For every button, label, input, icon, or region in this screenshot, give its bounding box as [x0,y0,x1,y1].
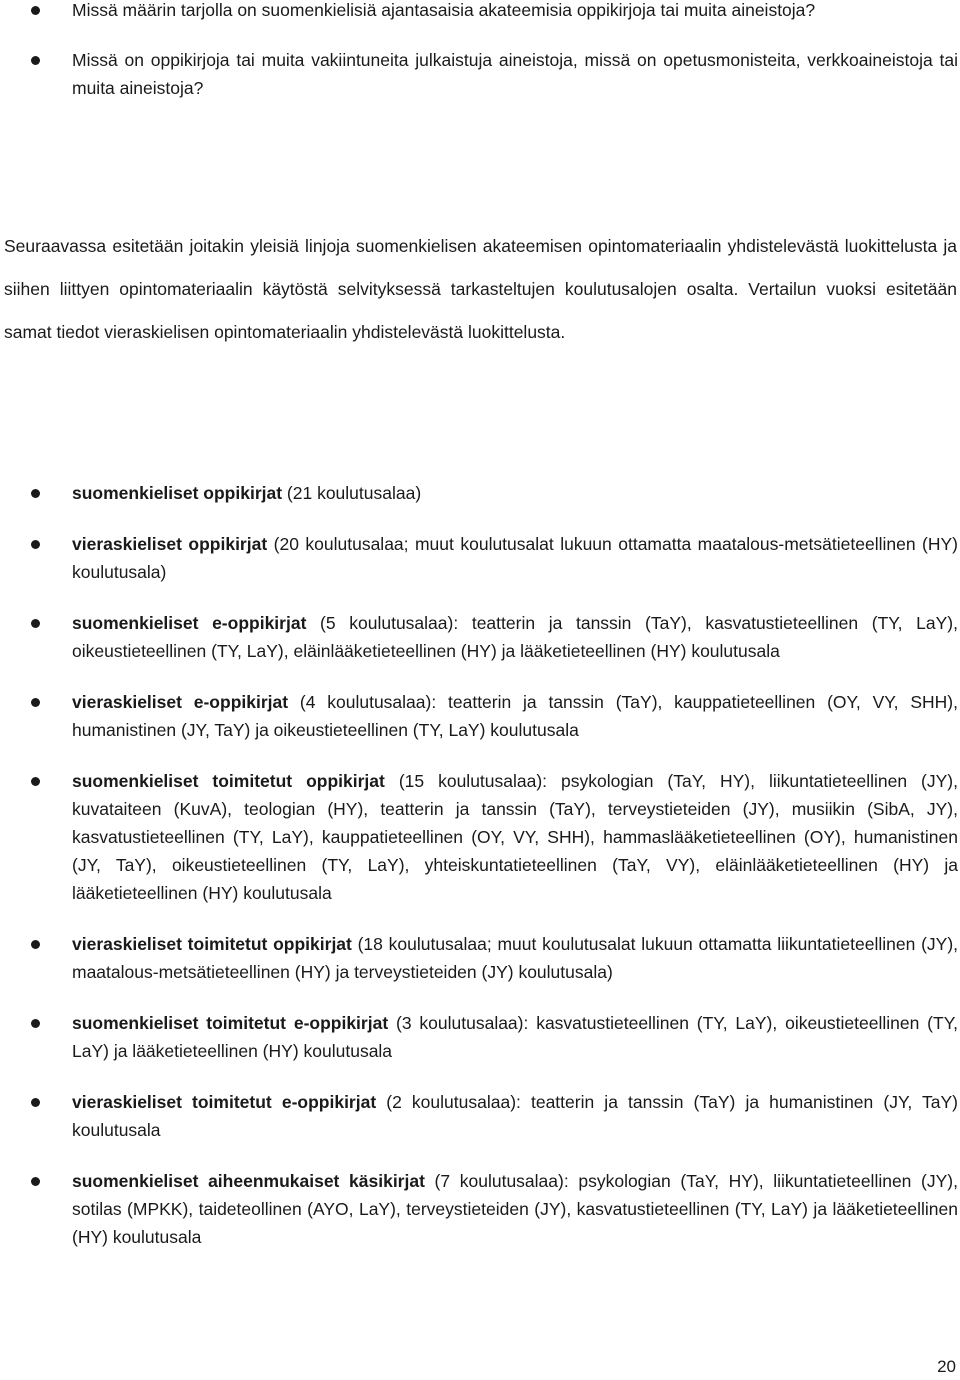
question-text: Missä määrin tarjolla on suomenkielisiä ajantasaisia akateemisia oppikirjoja tai muita aineistoja? [72,0,816,20]
category-description: (15 koulutusalaa): psykologian (TaY, HY), liikuntatieteellinen (JY), kuvataiteen (KuvA), teologian (HY), teatterin ja tanssin (TaY), terveystieteiden (JY), musiikin (SibA, JY), kasvatustieteellinen (TY, LaY), kauppatieteellinen (OY, VY, SHH), hammaslääketieteellinen (OY), humanistinen (JY, TaY), oikeustieteellinen (TY, LaY), yhteiskuntatieteellinen (TaY, VY), eläinlääketieteellinen (HY) ja lääketieteellinen (HY) koulutusala [72,771,958,903]
category-description: (3 koulutusalaa): kasvatustieteellinen (TY, LaY), oikeustieteellinen (TY, LaY) ja lääketieteellinen (HY) koulutusala [72,1013,958,1061]
category-description: (5 koulutusalaa): teatterin ja tanssin (TaY), kasvatustieteellinen (TY, LaY), oikeustieteellinen (TY, LaY), eläinlääketieteellinen (HY) ja lääketieteellinen (HY) koulutusala [72,613,958,661]
category-item [0,688,958,744]
category-item [0,930,958,986]
bullet-icon [31,1177,40,1186]
category-description: (7 koulutusalaa): psykologian (TaY, HY), liikuntatieteellinen (JY), sotilas (MPKK), taideteollinen (AYO, LaY), terveystieteiden (JY), kasvatustieteellinen (TY, LaY) ja lääketieteellinen (HY) koulutusala [72,1171,958,1247]
category-label: suomenkieliset toimitetut e-oppikirjat [72,1013,389,1033]
bullet-icon [31,777,40,786]
category-description: (18 koulutusalaa; muut koulutusalat lukuun ottamatta liikuntatieteellinen (JY), maatalous-metsätieteellinen (HY) ja terveystieteiden (JY) koulutusala) [72,934,959,982]
category-description: (4 koulutusalaa): teatterin ja tanssin (TaY), kauppatieteellinen (OY, VY, SHH), humanistinen (JY, TaY) ja oikeustieteellinen (TY, LaY) koulutusala [72,692,958,740]
material-category-list [0,479,958,1274]
category-label: vieraskieliset e-oppikirjat [72,692,289,712]
question-item [0,46,958,102]
bullet-icon [31,56,40,65]
bullet-icon [31,940,40,949]
category-label: suomenkieliset aiheenmukaiset käsikirjat [72,1171,425,1191]
question-list [0,0,958,124]
category-label: suomenkieliset e-oppikirjat [72,613,307,633]
question-item [0,0,958,24]
bullet-icon [31,619,40,628]
bullet-icon [31,540,40,549]
bullet-icon [31,1019,40,1028]
page-number: 20 [937,1357,956,1376]
category-label: vieraskieliset toimitetut oppikirjat [72,934,352,954]
category-item [0,1088,958,1144]
category-item [0,609,958,665]
bullet-icon [31,6,40,15]
category-label: suomenkieliset toimitetut oppikirjat [72,771,385,791]
category-label: suomenkieliset oppikirjat [72,483,283,503]
bullet-icon [31,489,40,498]
category-item [0,767,958,907]
question-text: Missä on oppikirjoja tai muita vakiintuneita julkaistuja aineistoja, missä on opetusmonisteita, verkkoaineistoja tai muita aineistoja? [72,50,958,98]
category-item [0,1167,958,1251]
category-description: (20 koulutusalaa; muut koulutusalat lukuun ottamatta maatalous-metsätieteellinen (HY) koulutusala) [72,534,958,582]
category-item [0,530,958,586]
category-label: vieraskieliset toimitetut e-oppikirjat [72,1092,377,1112]
category-label: vieraskieliset oppikirjat [72,534,268,554]
category-item [0,479,958,507]
bullet-icon [31,698,40,707]
bullet-icon [31,1098,40,1107]
category-item [0,1009,958,1065]
intro-paragraph: Seuraavassa esitetään joitakin yleisiä linjoja suomenkielisen akateemisen opintomateriaalin yhdistelevästä luokittelusta ja siihen liittyen opintomateriaalin käytöstä selvityksessä tarkasteltujen koulutusalojen osalta. Vertailun vuoksi esitetään samat tiedot vieraskielisen opintomateriaalin yhdistelevästä luokittelusta. [4,236,957,342]
category-description: (21 koulutusalaa) [282,483,422,503]
category-description: (2 koulutusalaa): teatterin ja tanssin (TaY) ja humanistinen (JY, TaY) koulutusala [72,1092,958,1140]
